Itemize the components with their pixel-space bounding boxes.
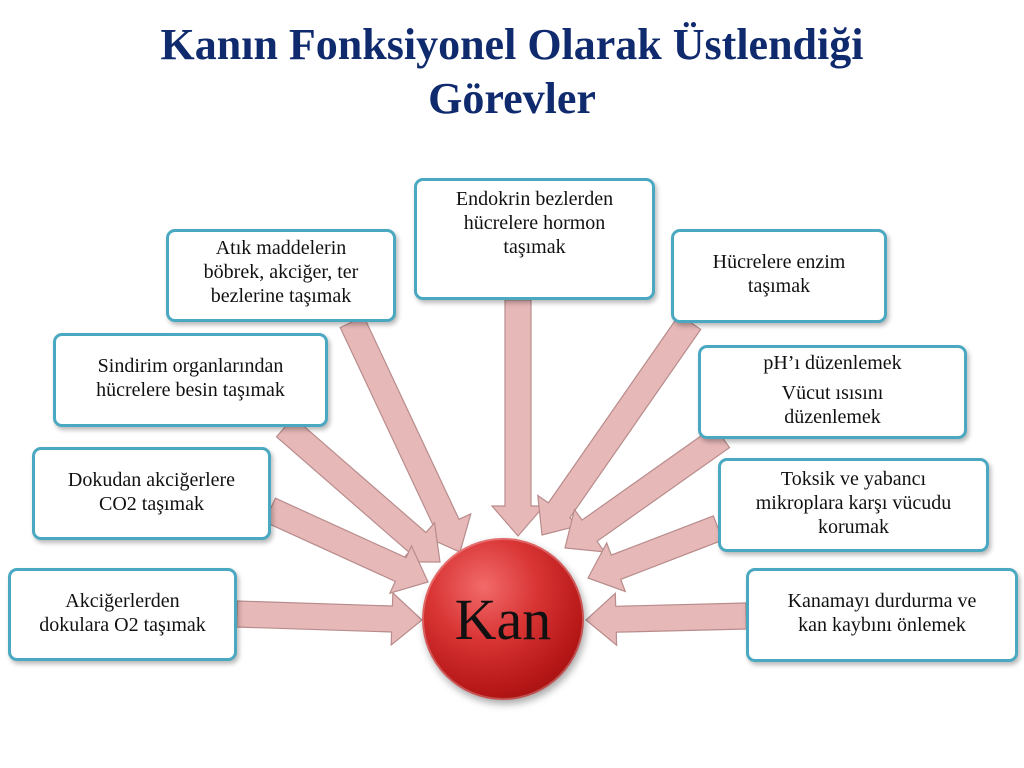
box-o2-transport <box>8 568 237 661</box>
box-line: Vücut ısısını <box>781 382 884 404</box>
box-line: hücrelere besin taşımak <box>96 379 285 401</box>
box-endocrine-hormone <box>414 178 655 300</box>
box-line: taşımak <box>503 236 566 258</box>
title-line-1: Kanın Fonksiyonel Olarak Üstlendiği <box>160 20 864 69</box>
box-line: Sindirim organlarından <box>97 355 284 377</box>
title-line-2: Görevler <box>428 74 596 123</box>
box-line: mikroplara karşı vücudu <box>755 492 952 514</box>
box-ph-temperature <box>698 345 967 439</box>
box-line: düzenlemek <box>784 406 881 428</box>
box-line: taşımak <box>747 275 811 297</box>
box-line: korumak <box>817 516 890 538</box>
box-line: Dokudan akciğerlere <box>67 469 236 491</box>
box-line: Atık maddelerin <box>215 237 347 259</box>
box-line: böbrek, akciğer, ter <box>203 261 359 283</box>
box-bleeding-stop <box>746 568 1018 662</box>
box-defense <box>718 458 989 552</box>
box-line: Endokrin bezlerden <box>455 188 614 210</box>
box-line: CO2 taşımak <box>99 493 204 515</box>
box-waste-transport <box>166 229 396 322</box>
box-co2-transport <box>32 447 271 540</box>
box-line: pH’ı düzenlemek <box>763 352 902 374</box>
box-line: bezlerine taşımak <box>210 285 352 307</box>
box-nutrient-transport <box>53 333 328 427</box>
arrow-o2 <box>237 593 422 645</box>
box-line: Hücrelere enzim <box>712 251 846 273</box>
box-enzyme-transport <box>671 229 887 323</box>
box-line: Akciğerlerden <box>65 590 180 612</box>
box-line: hücrelere hormon <box>463 212 606 234</box>
box-line: Toksik ve yabancı <box>780 468 927 490</box>
box-line: Kanamayı durdurma ve <box>787 590 977 612</box>
center-circle-kan <box>422 538 584 700</box>
box-line: kan kaybını önlemek <box>798 614 966 636</box>
box-line: dokulara O2 taşımak <box>39 614 206 636</box>
center-label: Kan <box>454 586 552 652</box>
arrow-bleeding <box>586 593 746 645</box>
arrow-endocrine <box>492 300 544 536</box>
